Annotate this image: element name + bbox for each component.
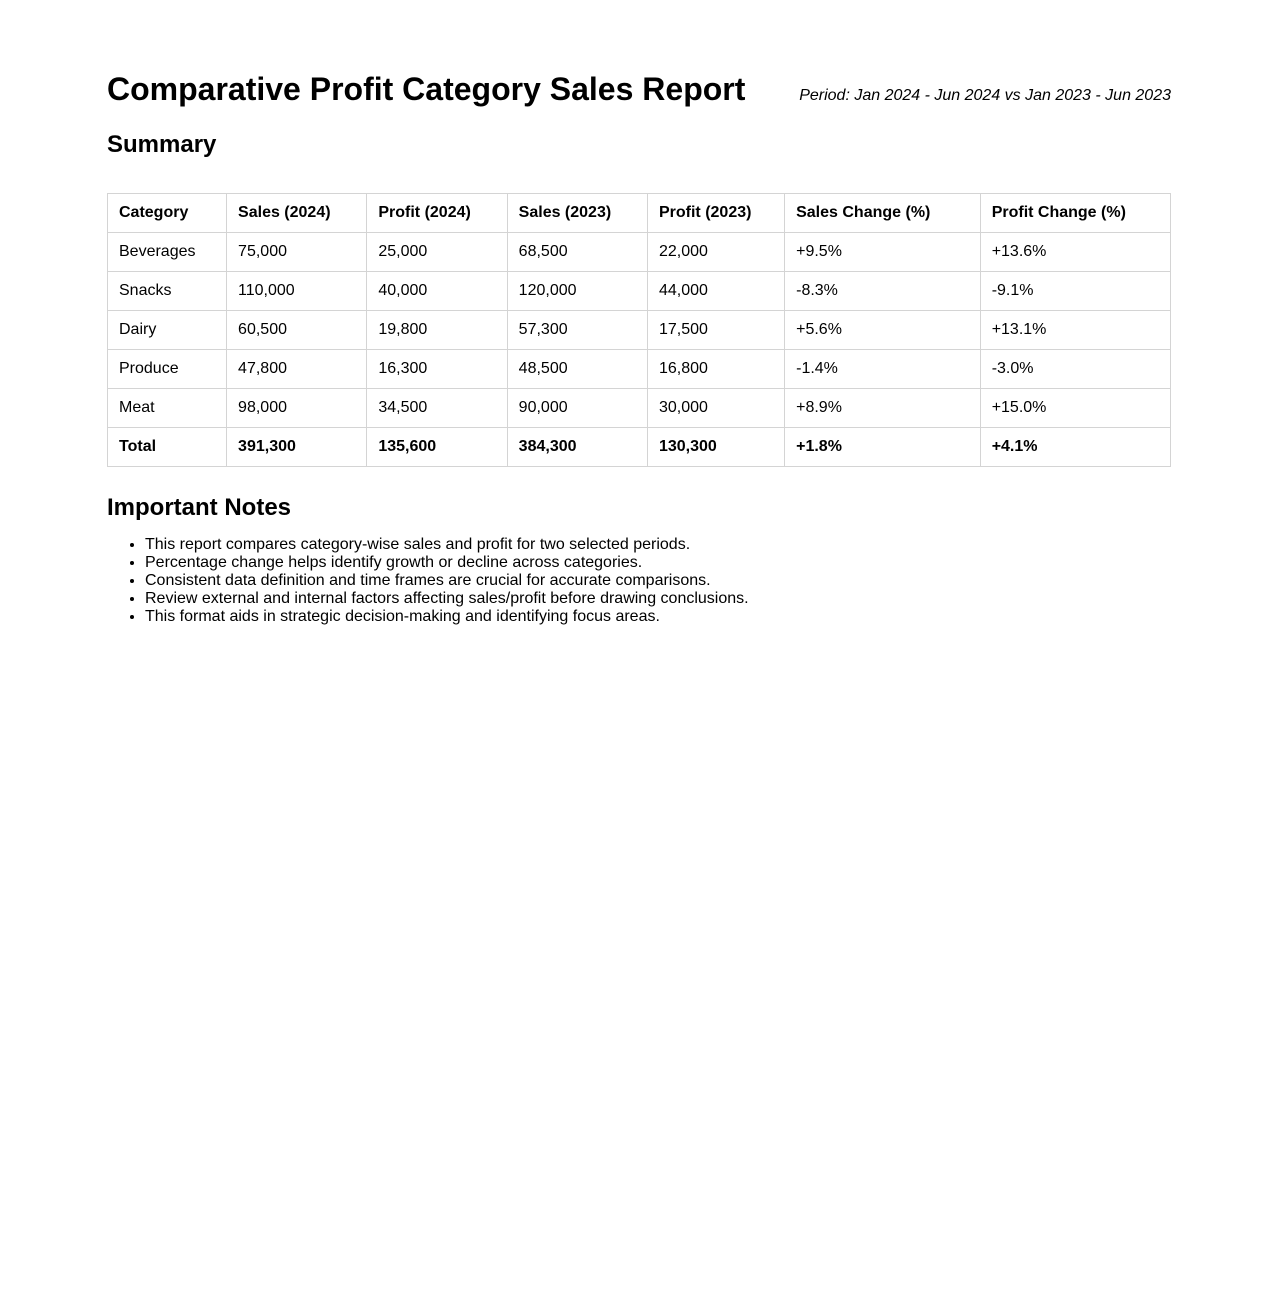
value-cell: 16,300 <box>367 350 507 389</box>
value-cell: +13.1% <box>980 311 1170 350</box>
category-cell: Meat <box>108 389 227 428</box>
column-header: Sales Change (%) <box>785 194 981 233</box>
value-cell: 75,000 <box>227 233 367 272</box>
column-header: Sales (2023) <box>507 194 647 233</box>
value-cell: -3.0% <box>980 350 1170 389</box>
notes-heading: Important Notes <box>107 494 292 522</box>
column-header: Category <box>108 194 227 233</box>
total-value-cell: +4.1% <box>980 428 1170 467</box>
value-cell: 16,800 <box>647 350 784 389</box>
value-cell: 98,000 <box>227 389 367 428</box>
value-cell: 110,000 <box>227 272 367 311</box>
value-cell: 68,500 <box>507 233 647 272</box>
total-value-cell: 130,300 <box>647 428 784 467</box>
note-item: • This format aids in strategic decision-making and identifying focus areas. <box>145 608 1171 626</box>
report-header <box>107 71 1171 108</box>
value-cell: 47,800 <box>227 350 367 389</box>
table-row <box>108 350 1171 389</box>
value-cell: 44,000 <box>647 272 784 311</box>
column-header: Profit Change (%) <box>980 194 1170 233</box>
value-cell: 90,000 <box>507 389 647 428</box>
report-period: Period: Jan 2024 - Jun 2024 vs Jan 2023 - Jun 2023 <box>799 87 1171 104</box>
value-cell: 25,000 <box>367 233 507 272</box>
value-cell: +5.6% <box>785 311 981 350</box>
value-cell: 34,500 <box>367 389 507 428</box>
total-value-cell: 384,300 <box>507 428 647 467</box>
value-cell: 120,000 <box>507 272 647 311</box>
table-row <box>108 272 1171 311</box>
column-header: Profit (2023) <box>647 194 784 233</box>
page-title: Comparative Profit Category Sales Report <box>107 71 746 107</box>
value-cell: 57,300 <box>507 311 647 350</box>
summary-table <box>107 193 1171 467</box>
table-total-row <box>108 428 1171 467</box>
value-cell: 48,500 <box>507 350 647 389</box>
value-cell: +9.5% <box>785 233 981 272</box>
note-item: • Review external and internal factors affecting sales/profit before drawing conclusions. <box>145 590 1171 608</box>
note-item: • Consistent data definition and time frames are crucial for accurate comparisons. <box>145 572 1171 590</box>
category-cell: Snacks <box>108 272 227 311</box>
summary-heading: Summary <box>107 130 217 158</box>
table-row <box>108 311 1171 350</box>
note-item: • This report compares category-wise sales and profit for two selected periods. <box>145 536 1171 554</box>
value-cell: -8.3% <box>785 272 981 311</box>
note-item: • Percentage change helps identify growth or decline across categories. <box>145 554 1171 572</box>
category-cell: Dairy <box>108 311 227 350</box>
column-header: Sales (2024) <box>227 194 367 233</box>
category-cell: Produce <box>108 350 227 389</box>
notes-list <box>107 536 1171 626</box>
total-value-cell: 135,600 <box>367 428 507 467</box>
column-header: Profit (2024) <box>367 194 507 233</box>
value-cell: +8.9% <box>785 389 981 428</box>
value-cell: 22,000 <box>647 233 784 272</box>
value-cell: 60,500 <box>227 311 367 350</box>
value-cell: 19,800 <box>367 311 507 350</box>
value-cell: +15.0% <box>980 389 1170 428</box>
value-cell: -9.1% <box>980 272 1170 311</box>
value-cell: -1.4% <box>785 350 981 389</box>
value-cell: 17,500 <box>647 311 784 350</box>
total-value-cell: +1.8% <box>785 428 981 467</box>
category-cell: Beverages <box>108 233 227 272</box>
table-row <box>108 233 1171 272</box>
total-label-cell: Total <box>108 428 227 467</box>
value-cell: +13.6% <box>980 233 1170 272</box>
table-header-row <box>108 194 1171 233</box>
table-row <box>108 389 1171 428</box>
value-cell: 40,000 <box>367 272 507 311</box>
value-cell: 30,000 <box>647 389 784 428</box>
total-value-cell: 391,300 <box>227 428 367 467</box>
